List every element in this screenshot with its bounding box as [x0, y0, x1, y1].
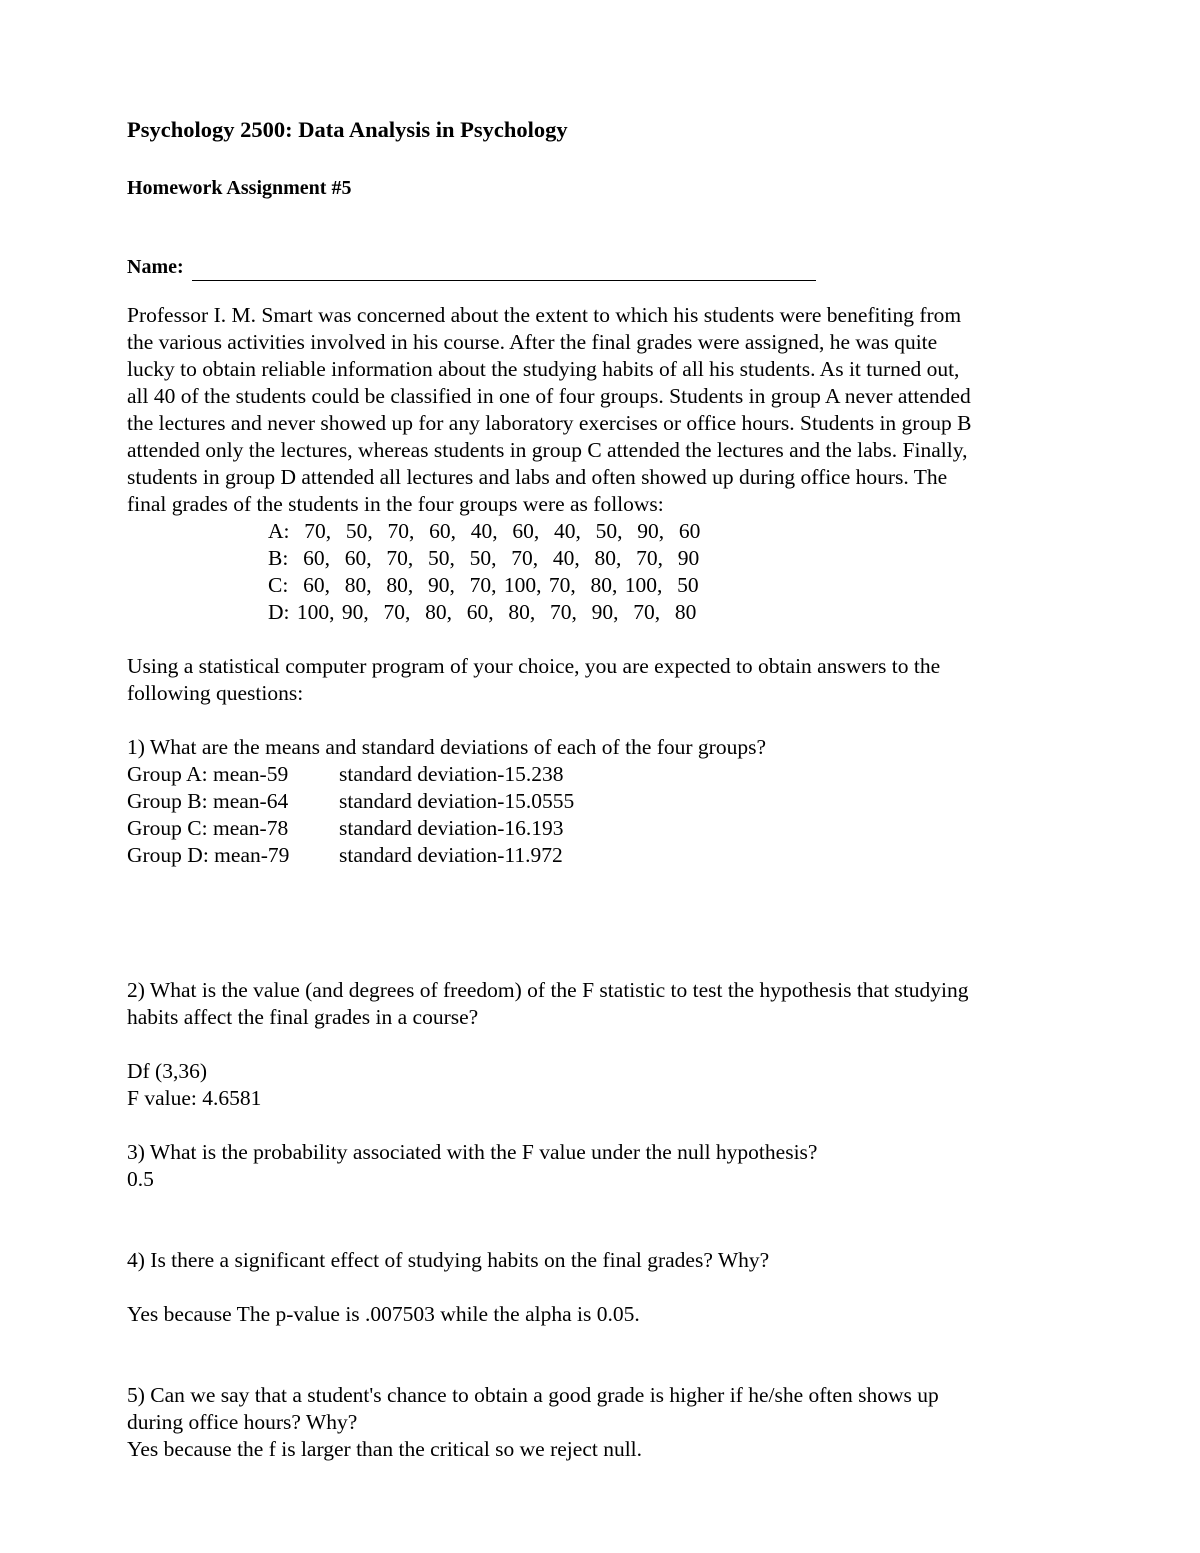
stat-row — [127, 788, 1087, 815]
q2-f-value-answer: F value: 4.6581 — [127, 1086, 262, 1110]
stat-row — [127, 842, 1087, 869]
question-3: 3) What is the probability associated with the F value under the null hypothesis? — [127, 1140, 818, 1164]
q1-stats-table — [127, 761, 1087, 869]
stat-sd: standard deviation-15.0555 — [339, 789, 575, 813]
question-5: 5) Can we say that a student's chance to obtain a good grade is higher if he/she often shows up during office hours? Why? — [127, 1383, 939, 1434]
q3-answer: 0.5 — [127, 1167, 154, 1191]
intro-paragraph: Professor I. M. Smart was concerned about the extent to which his students were benefiting from the various activities involved in his course. After the final grades were assigned, he was quite lucky to obtain reliable information about the studying habits of all his students. As it turned out, all 40 of the students could be classified in one of four groups. Students in group A never attended the lectures and never showed up for any laboratory exercises or office hours. Students in group B attended only the lectures, whereas students in group C attended the lectures and the labs. Finally, students in group D attended all lectures and labs and often showed up during office hours. The final grades of the students in the four groups were as follows: — [127, 303, 972, 516]
q5-answer: Yes because the f is larger than the critical so we reject null. — [127, 1437, 643, 1461]
stat-group-mean: Group B: mean-64 — [127, 789, 289, 813]
question-2: 2) What is the value (and degrees of freedom) of the F statistic to test the hypothesis that studying habits affect the final grades in a course? — [127, 978, 969, 1029]
name-blank-line — [192, 258, 816, 281]
document-title: Psychology 2500: Data Analysis in Psychology — [127, 117, 568, 142]
stat-row — [127, 815, 1087, 842]
grade-row-d: D: 100, 90, 70, 80, 60, 80, 70, 90, 70, 80 — [268, 600, 697, 624]
question-1: 1) What are the means and standard deviations of each of the four groups? — [127, 735, 766, 759]
stat-group-mean: Group A: mean-59 — [127, 762, 289, 786]
stat-group-mean: Group C: mean-78 — [127, 816, 289, 840]
question-4: 4) Is there a significant effect of studying habits on the final grades? Why? — [127, 1248, 770, 1272]
grades-list — [268, 518, 1087, 626]
name-label: Name: — [127, 256, 184, 278]
grade-row-a: A: 70, 50, 70, 60, 40, 60, 40, 50, 90, 60 — [268, 519, 701, 543]
grade-row-c: C: 60, 80, 80, 90, 70, 100, 70, 80, 100, 50 — [268, 573, 699, 597]
name-row — [127, 254, 1087, 281]
stat-sd: standard deviation-11.972 — [339, 843, 563, 867]
stat-group-mean: Group D: mean-79 — [127, 843, 290, 867]
stat-sd: standard deviation-16.193 — [339, 816, 564, 840]
document-page — [127, 112, 1087, 1463]
instructions-paragraph: Using a statistical computer program of your choice, you are expected to obtain answers to the following questions: — [127, 654, 941, 705]
stat-row — [127, 761, 1087, 788]
stat-sd: standard deviation-15.238 — [339, 762, 564, 786]
q2-df-answer: Df (3,36) — [127, 1059, 208, 1083]
grade-row-b: B: 60, 60, 70, 50, 50, 70, 40, 80, 70, 90 — [268, 546, 700, 570]
assignment-subtitle: Homework Assignment #5 — [127, 177, 352, 199]
q4-answer: Yes because The p-value is .007503 while the alpha is 0.05. — [127, 1302, 640, 1326]
